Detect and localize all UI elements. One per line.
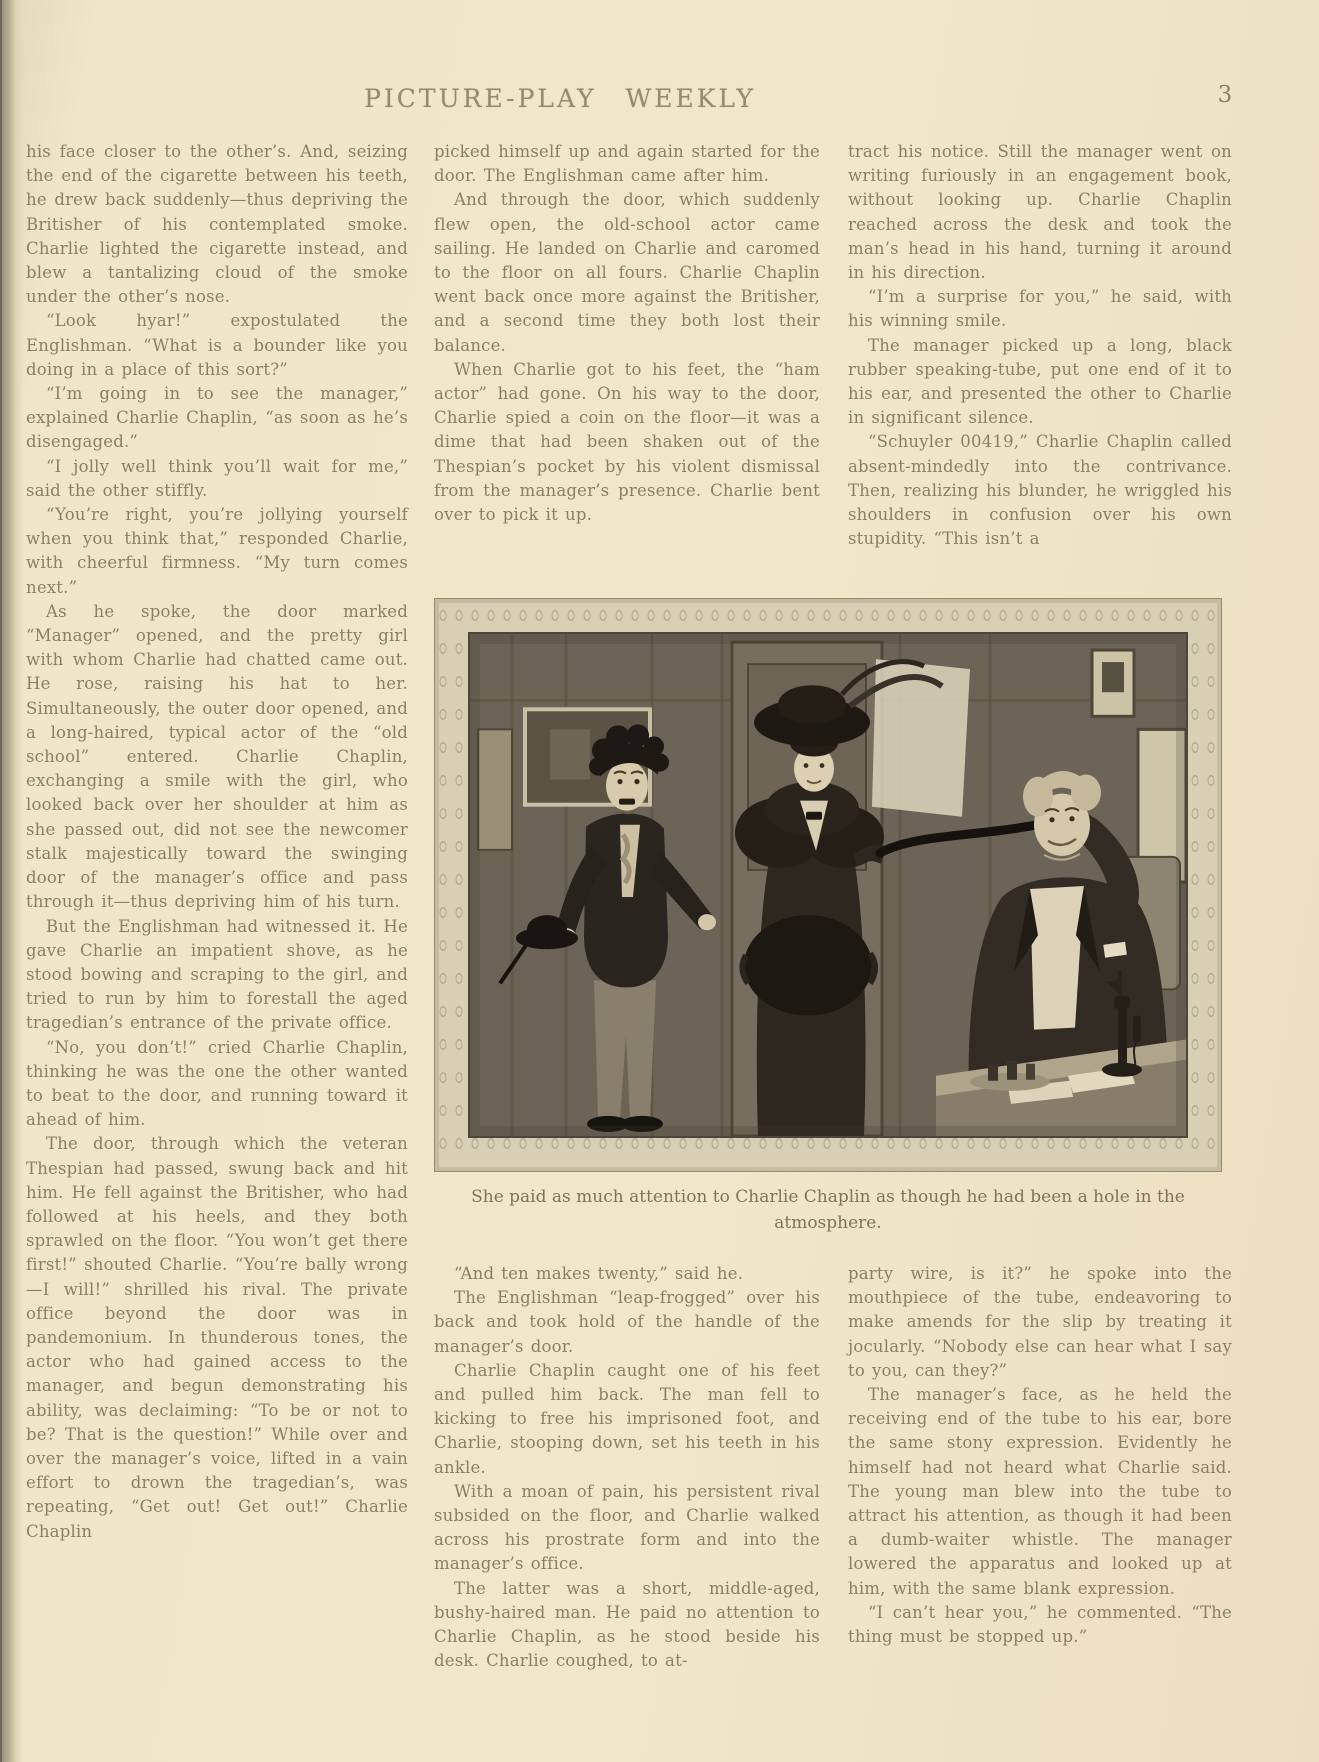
paragraph: The manager’s face, as he held the receiving end of the tube to his ear, bore the same stony expression. Evidently he himself had not heard what Charlie said. The young man blew into the tube to attract his attention, as though it had been a dumb-waiter whistle. The manager lowered the apparatus and looked up at him, with the same blank expression. [848, 1385, 1232, 1598]
column-1 [26, 140, 408, 1544]
photo-ornamental-frame [434, 598, 1222, 1172]
paragraph: his face closer to the other’s. And, seizing the end of the cigarette between his teeth, he drew back suddenly—thus depriving the Britisher of his contemplated smoke. Charlie lighted the cigarette instead, and blew a tantalizing cloud of the smoke under the other’s nose. [26, 142, 408, 307]
paragraph: The door, through which the veteran Thespian had passed, swung back and hit him. He fell against the Britisher, who had followed at his heels, and they both sprawled on the floor. “You won’t get there first!” shouted Charlie. “You’re bally wrong—I will!” shrilled his rival. The private office beyond the door was in pandemonium. In thunderous tones, the actor who had gained access to the manager, and begun demonstrating his ability, was declaiming: “To be or not to be? That is the question!” While over and over the manager’s voice, lifted in a vain effort to drown the tragedian’s, was repeating, “Get out! Get out!” Charlie Chaplin [26, 1134, 408, 1541]
paragraph: “Look hyar!” expostulated the Englishman. “What is a bounder like you doing in a place of this sort?” [26, 311, 408, 379]
film-still-illustration [470, 634, 1186, 1136]
paragraph: The manager picked up a long, black rubber speaking-tube, put one end of it to his ear, and presented the other to Charlie in significant silence. [848, 335, 1232, 428]
paragraph: picked himself up and again started for the door. The Englishman came after him. [434, 142, 820, 186]
paragraph: “I jolly well think you’ll wait for me,” said the other stiffly. [26, 456, 408, 500]
page-number: 3 [1217, 82, 1233, 108]
paragraph: “I can’t hear you,” he commented. “The thing must be stopped up.” [848, 1602, 1232, 1647]
column-2-bottom [434, 1262, 820, 1673]
binding-edge [0, 0, 24, 1762]
fur-muff [744, 915, 872, 1015]
column-3-top [848, 140, 1232, 551]
paragraph: The Englishman “leap-frogged” over his back and took hold of the handle of the manager’s door. [434, 1288, 820, 1356]
paragraph: party wire, is it?” he spoke into the mouthpiece of the tube, endeavoring to make amends for the slip by treating it jocularly. “Nobody else can hear what I say to you, can they?” [848, 1264, 1232, 1380]
paragraph: But the Englishman had witnessed it. He gave Charlie an impatient shove, as he stood bowing and scraping to the girl, and tried to run by him to forestall the aged tragedian’s entrance of the private office. [26, 916, 408, 1033]
page-title: PICTURE-PLAY WEEKLY [364, 84, 756, 113]
paragraph: “Schuyler 00419,” Charlie Chaplin called absent-mindedly into the contrivance. Then, realizing his blunder, he wriggled his shoulders in confusion over his own stupidity. “This isn’t a [848, 432, 1232, 549]
paragraph: “I’m going in to see the manager,” explained Charlie Chaplin, “as soon as he’s disengaged.” [26, 384, 408, 452]
paragraph: “And ten makes twenty,” said he. [454, 1264, 744, 1283]
paragraph: Charlie Chaplin caught one of his feet and pulled him back. The man fell to kicking to free his imprisoned foot, and Charlie, stooping down, set his teeth in his ankle. [434, 1360, 820, 1477]
toothbrush-mustache [619, 799, 635, 805]
photo-caption: She paid as much attention to Charlie Chaplin as though he had been a hole in the atmosphere. [471, 1187, 1185, 1233]
paragraph: The latter was a short, middle-aged, bushy-haired man. He paid no attention to Charlie Chaplin, as he stood beside his desk. Charlie coughed, to at- [434, 1578, 820, 1671]
paragraph: “I’m a surprise for you,” he said, with his winning smile. [848, 287, 1232, 331]
paragraph: As he spoke, the door marked “Manager” opened, and the pretty girl with whom Charlie had chatted came out. He rose, raising his hat to her. Simultaneously, the outer door opened, and a long-haired, typical actor of the “old school” entered. Charlie Chaplin, exchanging a smile with the girl, who looked back over her shoulder at him as she passed out, did not see the newcomer stalk majestically toward the swinging door of the manager’s office and pass through it—thus depriving him of his turn. [26, 601, 408, 912]
paragraph: tract his notice. Still the manager went on writing furiously in an engagement book, without looking up. Charlie Chaplin reached across the desk and took the man’s head in his hand, turning it around in his direction. [848, 142, 1232, 283]
column-3-bottom [848, 1262, 1232, 1649]
paragraph: And through the door, which suddenly flew open, the old-school actor came sailing. He landed on Charlie and caromed to the floor on all fours. Charlie Chaplin went back once more against the Britisher, and a second time they both lost their balance. [434, 190, 820, 355]
film-still-photo [468, 632, 1188, 1138]
paragraph: When Charlie got to his feet, the “ham actor” had gone. On his way to the door, Charlie spied a coin on the floor—it was a dime that had been shaken out of the Thespian’s pocket by his violent dismissal from the manager’s presence. Charlie bent over to pick it up. [434, 359, 820, 525]
paragraph: “You’re right, you’re jollying yourself when you think that,” responded Charlie, with cheerful firmness. “My turn comes next.” [26, 505, 408, 597]
paragraph: “No, you don’t!” cried Charlie Chaplin, thinking he was the one the other wanted to beat to the door, and running toward it ahead of him. [26, 1037, 408, 1130]
paragraph: With a moan of pain, his persistent rival subsided on the floor, and Charlie walked across his prostrate form and into the manager’s office. [434, 1481, 820, 1574]
column-2-top [434, 140, 820, 527]
